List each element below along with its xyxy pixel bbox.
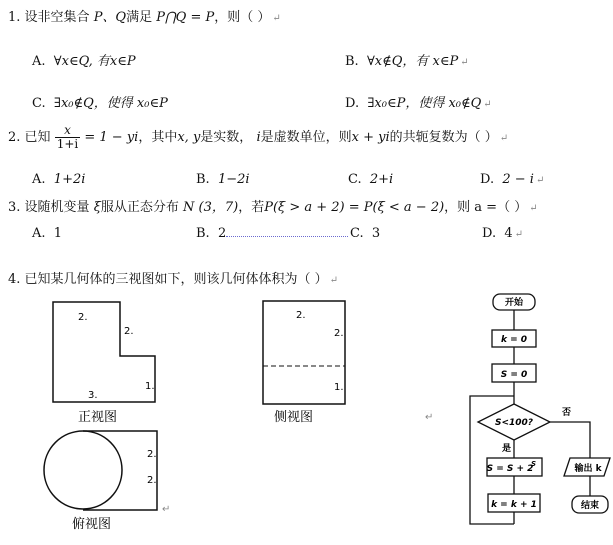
q2-a-text: 1+2i bbox=[53, 172, 86, 187]
side-view-caption: 侧视图 bbox=[274, 410, 314, 425]
q2-i: i bbox=[256, 130, 261, 145]
side-dim-1: 2. bbox=[296, 310, 306, 321]
flow-output-label: 输出 k bbox=[574, 464, 602, 474]
q3-end: ，则 a =（ ） bbox=[444, 200, 528, 215]
flow-init-s-label: S = 0 bbox=[500, 370, 528, 380]
q1-d-label: D. bbox=[345, 96, 360, 111]
para-mark: ↵ bbox=[535, 175, 545, 186]
front-view bbox=[53, 302, 155, 425]
front-dim-2: 2. bbox=[124, 326, 134, 337]
q1-c-label: C. bbox=[32, 96, 46, 111]
q2-c-label: C. bbox=[348, 172, 362, 187]
para-mark: ↵ bbox=[514, 229, 524, 240]
q2-rest-3: 是虚数单位，则 bbox=[260, 130, 352, 145]
para-mark: ↵ bbox=[162, 504, 171, 515]
q2-vars: x, y bbox=[177, 130, 201, 145]
q2-c-text: 2+i bbox=[369, 172, 394, 187]
q2-frac-num: x bbox=[55, 124, 81, 138]
q3-xi: ξ bbox=[93, 200, 101, 215]
top-dim-1: 2. bbox=[147, 449, 157, 460]
flow-start-label: 开始 bbox=[504, 298, 524, 308]
q2-frac-den: 1+i bbox=[56, 137, 79, 151]
flowchart bbox=[470, 294, 610, 524]
q3-mid2: ，若 bbox=[238, 200, 265, 215]
q3-b-label: B. bbox=[196, 226, 210, 241]
flow-update-k-label: k = k + 1 bbox=[491, 500, 537, 510]
para-mark: ↵ bbox=[529, 203, 538, 214]
flow-end-label: 结束 bbox=[580, 501, 600, 511]
q2-a-label: A. bbox=[32, 172, 46, 187]
q3-d-label: D. bbox=[482, 226, 497, 241]
q4-text: 4. 已知某几何体的三视图如下，则该几何体体积为（ ） bbox=[8, 272, 328, 287]
para-mark: ↵ bbox=[483, 99, 492, 110]
q1-a-label: A. bbox=[32, 54, 46, 69]
flow-no-line bbox=[550, 422, 590, 458]
q2-rest-4: 的共轭复数为（ ） bbox=[389, 130, 498, 145]
q1-mid: 满足 bbox=[126, 10, 153, 25]
q2-eq: = 1 − yi bbox=[84, 130, 139, 145]
q1-d-text: ∃x₀∈P，使得 x₀∉Q bbox=[367, 96, 482, 111]
q2-d-text: 2 − i bbox=[502, 172, 534, 187]
q3-d-text: 4 bbox=[504, 226, 513, 241]
q3-a-label: A. bbox=[32, 226, 46, 241]
top-view bbox=[44, 431, 157, 532]
q3-c-label: C. bbox=[350, 226, 364, 241]
q1-c-text: ∃x₀∉Q，使得 x₀∈P bbox=[53, 96, 168, 111]
q3-a-text: 1 bbox=[53, 226, 63, 241]
front-dim-3: 1. bbox=[145, 381, 155, 392]
q1-end: ，则（ ） bbox=[214, 10, 271, 25]
front-dim-4: 3. bbox=[88, 390, 98, 401]
q1-a-text: ∀x∈Q, 有x∈P bbox=[53, 54, 136, 69]
q3-expr: P(ξ > a + 2) = P(ξ < a − 2) bbox=[264, 200, 445, 215]
q1-b-text: ∀x∉Q，有 x∈P bbox=[366, 54, 459, 69]
q3-mid: 服从正态分布 bbox=[100, 200, 179, 215]
para-mark: ↵ bbox=[329, 275, 339, 286]
q3-prefix: 3. 设随机变量 bbox=[8, 200, 90, 215]
flow-no-label: 否 bbox=[562, 408, 572, 418]
q3-dist: N (3，7) bbox=[183, 200, 239, 215]
top-view-caption: 俯视图 bbox=[72, 517, 112, 532]
q2-b-label: B. bbox=[196, 172, 210, 187]
q2-prefix: 2. 已知 bbox=[8, 130, 51, 145]
flow-init-k-label: k = 0 bbox=[500, 335, 528, 345]
top-dim-2: 2. bbox=[147, 475, 157, 486]
flow-yes-label: 是 bbox=[502, 444, 512, 454]
flow-update-s-exponent: S bbox=[531, 460, 537, 468]
q1-expr: P⋂Q = P bbox=[156, 10, 215, 25]
q2-expr: x + yi bbox=[351, 130, 390, 145]
q1-sets: P、Q bbox=[93, 10, 127, 25]
side-view bbox=[263, 301, 345, 425]
front-view-caption: 正视图 bbox=[78, 410, 118, 425]
q1-b-label: B. bbox=[345, 54, 359, 69]
side-dim-2: 2. bbox=[334, 328, 344, 339]
q2-rest-2: 是实数， bbox=[200, 130, 253, 145]
para-mark: ↵ bbox=[272, 13, 281, 24]
top-view-rect bbox=[83, 431, 157, 510]
q2-rest-1: ，其中 bbox=[138, 130, 178, 145]
q3-b-text: 2 bbox=[217, 226, 227, 241]
flow-condition-label: S<100? bbox=[494, 418, 534, 428]
q2-d-label: D. bbox=[480, 172, 495, 187]
front-view-outline bbox=[53, 302, 155, 402]
q1-prefix: 1. 设非空集合 bbox=[8, 10, 90, 25]
para-mark: ↵ bbox=[425, 412, 434, 423]
para-mark: ↵ bbox=[460, 57, 469, 68]
side-dim-3: 1. bbox=[334, 382, 344, 393]
flow-update-s-label: S = S + 2 bbox=[486, 464, 534, 474]
q2-b-text: 1−2i bbox=[217, 172, 250, 187]
front-dim-1: 2. bbox=[78, 312, 88, 323]
q3-c-text: 3 bbox=[371, 226, 381, 241]
top-view-circle bbox=[44, 431, 122, 509]
para-mark: ↵ bbox=[499, 133, 509, 144]
